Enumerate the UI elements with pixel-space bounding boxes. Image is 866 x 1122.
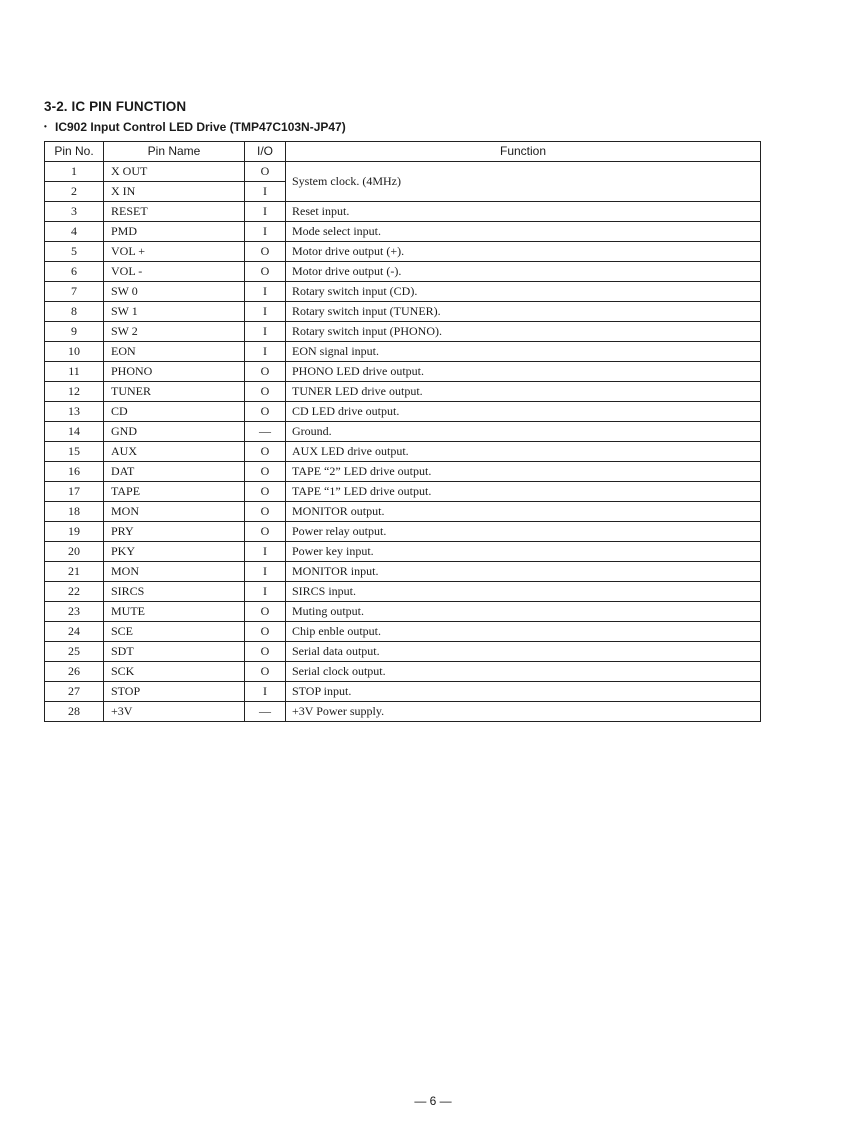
pin-function: Chip enble output. [286, 622, 761, 642]
table-row [45, 522, 761, 542]
pin-function: Serial data output. [286, 642, 761, 662]
subtitle-text: IC902 Input Control LED Drive (TMP47C103N-JP47) [55, 120, 346, 134]
pin-function: Ground. [286, 422, 761, 442]
pin-number: 1 [45, 162, 104, 182]
table-row [45, 302, 761, 322]
table-subtitle [44, 120, 346, 134]
pin-function: Power key input. [286, 542, 761, 562]
header-function: Function [286, 142, 761, 162]
pin-name: +3V [104, 702, 245, 722]
table-row [45, 502, 761, 522]
pin-name: TUNER [104, 382, 245, 402]
pin-name: GND [104, 422, 245, 442]
pin-name: SW 2 [104, 322, 245, 342]
pin-io: O [245, 522, 286, 542]
pin-io: I [245, 562, 286, 582]
pin-number: 25 [45, 642, 104, 662]
pin-function: System clock. (4MHz) [286, 162, 761, 202]
pin-io: O [245, 242, 286, 262]
pin-number: 11 [45, 362, 104, 382]
pin-number: 2 [45, 182, 104, 202]
pin-name: X IN [104, 182, 245, 202]
table-row [45, 202, 761, 222]
table-row [45, 682, 761, 702]
pin-io: O [245, 622, 286, 642]
table-row [45, 362, 761, 382]
pin-name: PMD [104, 222, 245, 242]
pin-name: PHONO [104, 362, 245, 382]
pin-io: I [245, 582, 286, 602]
pin-number: 24 [45, 622, 104, 642]
pin-number: 16 [45, 462, 104, 482]
pin-number: 4 [45, 222, 104, 242]
pin-number: 17 [45, 482, 104, 502]
pin-name: PRY [104, 522, 245, 542]
pin-name: SIRCS [104, 582, 245, 602]
pin-io: I [245, 182, 286, 202]
pin-function-table [44, 141, 761, 722]
pin-io: O [245, 502, 286, 522]
pin-name: SDT [104, 642, 245, 662]
table-header-row [45, 142, 761, 162]
table-row [45, 642, 761, 662]
pin-number: 12 [45, 382, 104, 402]
pin-name: DAT [104, 462, 245, 482]
pin-function: Rotary switch input (PHONO). [286, 322, 761, 342]
table-row [45, 482, 761, 502]
pin-io: I [245, 282, 286, 302]
pin-function: Power relay output. [286, 522, 761, 542]
pin-io: I [245, 222, 286, 242]
pin-function: MONITOR output. [286, 502, 761, 522]
pin-function: Serial clock output. [286, 662, 761, 682]
pin-function: +3V Power supply. [286, 702, 761, 722]
pin-name: CD [104, 402, 245, 422]
pin-number: 7 [45, 282, 104, 302]
pin-io: I [245, 542, 286, 562]
pin-function: TUNER LED drive output. [286, 382, 761, 402]
pin-number: 23 [45, 602, 104, 622]
pin-name: SCE [104, 622, 245, 642]
pin-function: Mode select input. [286, 222, 761, 242]
pin-io: O [245, 662, 286, 682]
table-row [45, 402, 761, 422]
pin-io: — [245, 702, 286, 722]
pin-io: O [245, 462, 286, 482]
table-body [45, 162, 761, 722]
table-row [45, 322, 761, 342]
pin-name: VOL + [104, 242, 245, 262]
table-row [45, 442, 761, 462]
pin-io: O [245, 602, 286, 622]
pin-function: Motor drive output (+). [286, 242, 761, 262]
pin-name: X OUT [104, 162, 245, 182]
pin-function: Reset input. [286, 202, 761, 222]
pin-io: O [245, 482, 286, 502]
pin-function: Muting output. [286, 602, 761, 622]
pin-io: O [245, 642, 286, 662]
table-row [45, 602, 761, 622]
pin-function: Motor drive output (-). [286, 262, 761, 282]
pin-function: STOP input. [286, 682, 761, 702]
table-row [45, 262, 761, 282]
pin-number: 13 [45, 402, 104, 422]
pin-io: I [245, 322, 286, 342]
pin-number: 8 [45, 302, 104, 322]
pin-io: I [245, 342, 286, 362]
pin-name: EON [104, 342, 245, 362]
pin-io: O [245, 162, 286, 182]
pin-name: TAPE [104, 482, 245, 502]
pin-number: 15 [45, 442, 104, 462]
pin-number: 18 [45, 502, 104, 522]
pin-function: TAPE “2” LED drive output. [286, 462, 761, 482]
pin-name: STOP [104, 682, 245, 702]
pin-number: 21 [45, 562, 104, 582]
pin-io: O [245, 402, 286, 422]
table-row [45, 562, 761, 582]
pin-function: Rotary switch input (TUNER). [286, 302, 761, 322]
pin-name: MON [104, 502, 245, 522]
pin-function: SIRCS input. [286, 582, 761, 602]
pin-io: O [245, 362, 286, 382]
table-row [45, 242, 761, 262]
pin-number: 10 [45, 342, 104, 362]
pin-function: TAPE “1” LED drive output. [286, 482, 761, 502]
pin-number: 22 [45, 582, 104, 602]
pin-name: MON [104, 562, 245, 582]
pin-number: 3 [45, 202, 104, 222]
bullet-icon: • [44, 122, 47, 131]
pin-number: 19 [45, 522, 104, 542]
pin-io: I [245, 202, 286, 222]
pin-name: AUX [104, 442, 245, 462]
table-row [45, 282, 761, 302]
pin-function: PHONO LED drive output. [286, 362, 761, 382]
pin-function: Rotary switch input (CD). [286, 282, 761, 302]
table-row [45, 622, 761, 642]
pin-name: RESET [104, 202, 245, 222]
pin-function: CD LED drive output. [286, 402, 761, 422]
header-io: I/O [245, 142, 286, 162]
pin-io: — [245, 422, 286, 442]
pin-number: 14 [45, 422, 104, 442]
table-row [45, 582, 761, 602]
pin-number: 6 [45, 262, 104, 282]
table-row [45, 222, 761, 242]
pin-number: 20 [45, 542, 104, 562]
pin-function: AUX LED drive output. [286, 442, 761, 462]
section-title: 3-2. IC PIN FUNCTION [44, 99, 187, 114]
table-row [45, 422, 761, 442]
table-row [45, 542, 761, 562]
table-row [45, 162, 761, 182]
pin-function: EON signal input. [286, 342, 761, 362]
table-row [45, 662, 761, 682]
pin-name: VOL - [104, 262, 245, 282]
pin-io: O [245, 442, 286, 462]
table-row [45, 702, 761, 722]
pin-io: O [245, 382, 286, 402]
pin-number: 5 [45, 242, 104, 262]
pin-name: SW 0 [104, 282, 245, 302]
pin-io: I [245, 302, 286, 322]
pin-number: 27 [45, 682, 104, 702]
pin-name: SCK [104, 662, 245, 682]
pin-number: 26 [45, 662, 104, 682]
pin-number: 9 [45, 322, 104, 342]
header-pin-name: Pin Name [104, 142, 245, 162]
page-number: — 6 — [414, 1094, 452, 1108]
pin-io: I [245, 682, 286, 702]
pin-name: PKY [104, 542, 245, 562]
table-row [45, 462, 761, 482]
table-row [45, 382, 761, 402]
pin-name: MUTE [104, 602, 245, 622]
pin-io: O [245, 262, 286, 282]
table-row [45, 342, 761, 362]
pin-name: SW 1 [104, 302, 245, 322]
header-pin-no: Pin No. [45, 142, 104, 162]
pin-function: MONITOR input. [286, 562, 761, 582]
pin-number: 28 [45, 702, 104, 722]
